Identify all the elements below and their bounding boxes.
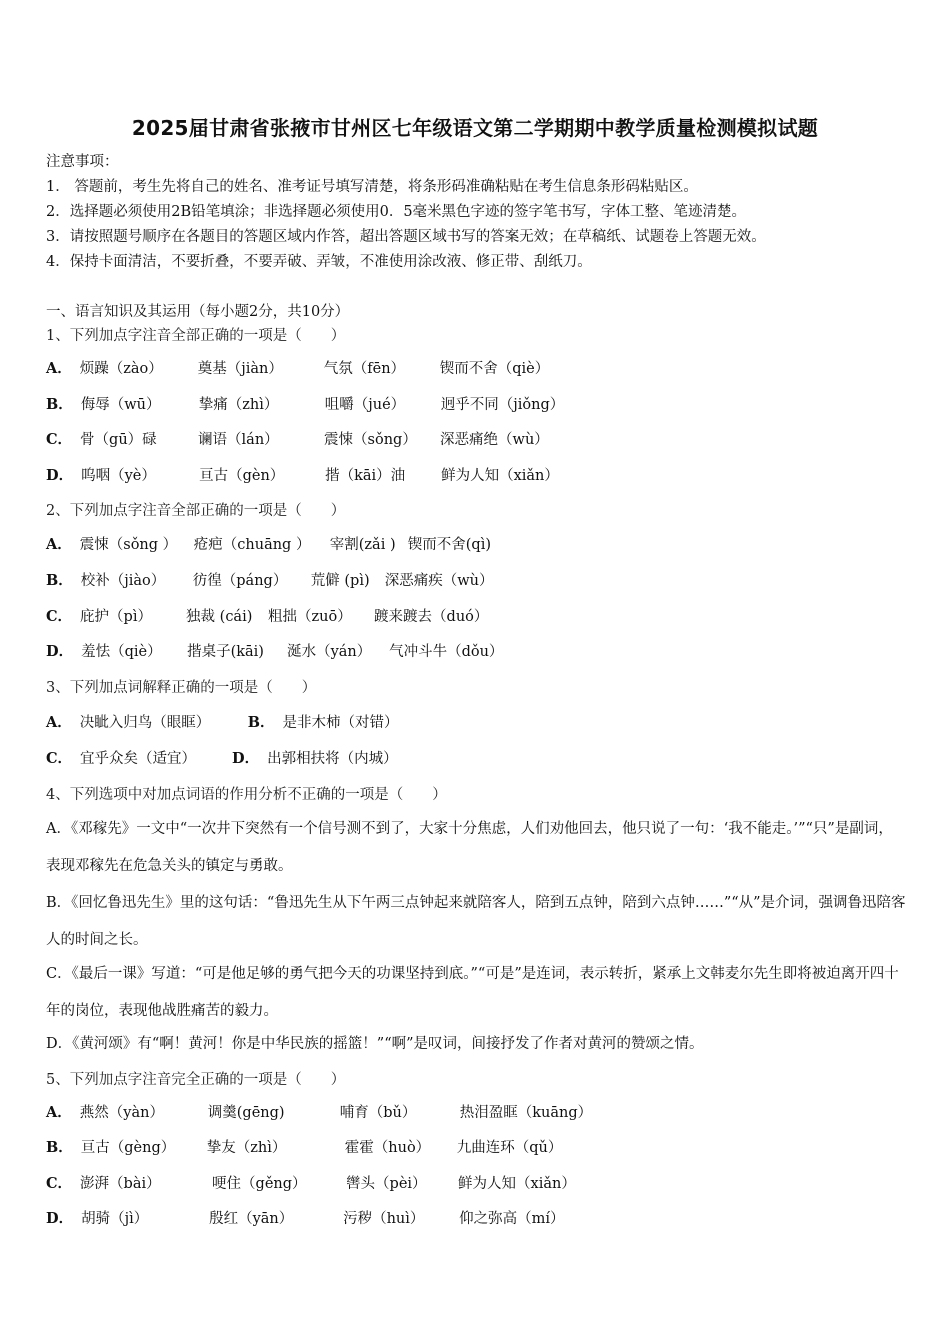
option-term: 谰语（lán） xyxy=(198,432,279,448)
option-term: 燕然（yàn） xyxy=(79,1105,164,1121)
option-term: 九曲连环（qǔ） xyxy=(456,1140,563,1156)
option-term: 揩（kāi）油 xyxy=(325,468,406,484)
option-label: D． xyxy=(232,750,260,767)
option-term: 宜乎众矣（适宜） xyxy=(80,751,197,767)
option-term: 荒僻 (pì) xyxy=(310,573,370,589)
q5-option-d xyxy=(46,1209,564,1229)
question-1-stem: 1、下列加点字注音全部正确的一项是（ ） xyxy=(46,328,346,344)
option-term: 奠基（jiàn） xyxy=(197,361,283,377)
option-label: B． xyxy=(247,714,275,731)
page-title: 2025届甘肃省张掖市甘州区七年级语文第二学期期中教学质量检测模拟试题 xyxy=(131,116,819,140)
option-label: C． xyxy=(46,608,73,625)
option-term: 胡骑（jì） xyxy=(81,1211,149,1227)
option-term: 气冲斗牛（dǒu） xyxy=(389,644,504,660)
option-term: 澎湃（bài） xyxy=(80,1176,161,1192)
option-term: 霍霍（huò） xyxy=(344,1140,431,1156)
option-term: 挚痛（zhì） xyxy=(198,397,279,413)
q2-option-a xyxy=(46,535,491,555)
option-term: 挚友（zhì） xyxy=(206,1140,287,1156)
option-term: 鲜为人知（xiǎn） xyxy=(441,468,559,484)
option-term: 是非木柿（对错） xyxy=(282,715,399,731)
q4-option-d: D．《黄河颂》有“啊！黄河！你是中华民族的摇篮！”“啊”是叹词，间接抒发了作者对黄河的赞颂之情。 xyxy=(46,1036,704,1052)
option-term: 仰之弥高（mí） xyxy=(459,1211,565,1227)
option-label: B． xyxy=(46,396,73,413)
option-term: 涎水（yán） xyxy=(287,644,372,660)
option-term: 锲而不舍（qiè） xyxy=(439,361,550,377)
option-term: 骨（gū）碌 xyxy=(80,432,157,448)
option-label: C． xyxy=(46,1175,73,1192)
option-label: C． xyxy=(46,750,73,767)
q5-option-b xyxy=(46,1138,562,1158)
option-term: 独裁 (cái) xyxy=(186,609,253,625)
option-term: 哺育（bǔ） xyxy=(339,1105,417,1121)
option-term: 彷徨（páng） xyxy=(192,573,288,589)
option-term: 出郭相扶将（内城） xyxy=(267,751,398,767)
option-term: 深恶痛绝（wù） xyxy=(440,432,549,448)
option-term: 哽住（gěng） xyxy=(212,1176,307,1192)
option-term: 烦躁（zào） xyxy=(79,361,163,377)
option-term: 庇护（pì） xyxy=(80,609,152,625)
option-term: 锲而不舍(qì) xyxy=(407,537,491,553)
q5-option-a xyxy=(46,1103,592,1123)
option-label: C． xyxy=(46,431,73,448)
notice-item: 4．保持卡面清洁，不要折叠，不要弄破、弄皱，不准使用涂改液、修正带、刮纸刀。 xyxy=(46,254,592,270)
option-term: 污秽（huì） xyxy=(343,1211,425,1227)
option-term: 宰割(zǎi ) xyxy=(329,537,396,553)
question-2-stem: 2、下列加点字注音全部正确的一项是（ ） xyxy=(46,503,346,519)
q4-option-c: C．《最后一课》写道：“可是他足够的勇气把今天的功课坚持到底。”“可是”是连词，表示转折，紧承上文韩麦尔先生即将被迫离开四十年的岗位，表现他战胜痛苦的毅力。 xyxy=(46,966,899,1019)
q2-option-b xyxy=(46,571,494,591)
option-term: 震悚（sǒng） xyxy=(324,432,417,448)
option-term: 羞怯（qiè） xyxy=(81,644,162,660)
option-term: 震悚（sǒng ） xyxy=(79,537,178,553)
question-3-stem: 3、下列加点词解释正确的一项是（ ） xyxy=(46,680,317,696)
option-term: 迥乎不同（jiǒng） xyxy=(440,397,565,413)
option-label: D． xyxy=(46,467,74,484)
option-term: 热泪盈眶（kuāng） xyxy=(459,1105,593,1121)
option-label: D． xyxy=(46,1210,74,1227)
option-term: 侮辱（wū） xyxy=(80,397,161,413)
option-term: 揩桌子(kāi) xyxy=(187,644,264,660)
option-term: 咀嚼（jué） xyxy=(324,397,406,413)
q3-options-cd xyxy=(46,749,398,769)
option-term: 亘古（gèng） xyxy=(80,1140,176,1156)
q1-option-b xyxy=(46,395,564,415)
q2-option-c xyxy=(46,607,488,627)
option-term: 鲜为人知（xiǎn） xyxy=(458,1176,576,1192)
notice-item: 3．请按照题号顺序在各题目的答题区域内作答，超出答题区域书写的答案无效；在草稿纸、试题卷上答题无效。 xyxy=(46,229,766,245)
option-label: B． xyxy=(46,572,73,589)
notice-item: 1． 答题前，考生先将自己的姓名、准考证号填写清楚，将条形码准确粘贴在考生信息条形码粘贴区。 xyxy=(46,179,698,195)
option-term: 深恶痛疾（wù） xyxy=(384,573,494,589)
q1-option-c xyxy=(46,430,549,450)
q1-option-a xyxy=(46,359,549,379)
option-term: 粗拙（zuō） xyxy=(268,609,352,625)
option-label: D． xyxy=(46,643,74,660)
q1-option-d xyxy=(46,466,559,486)
option-label: A． xyxy=(46,360,72,377)
notice-item: 2．选择题必须使用2B铅笔填涂；非选择题必须使用0．5毫米黑色字迹的签字笔书写，字体工整、笔迹清楚。 xyxy=(46,204,747,220)
q4-option-b: B．《回忆鲁迅先生》里的这句话：“鲁迅先生从下午两三点钟起来就陪客人，陪到五点钟，陪到六点钟……”“从”是介词，强调鲁迅陪客人的时间之长。 xyxy=(46,895,906,948)
option-term: 决眦入归鸟（眼眶） xyxy=(79,715,211,731)
option-label: A． xyxy=(46,714,72,731)
option-term: 亘古（gèn） xyxy=(199,468,285,484)
notice-heading: 注意事项： xyxy=(46,154,119,170)
option-term: 殷红（yān） xyxy=(209,1211,294,1227)
option-term: 气氛（fēn） xyxy=(323,361,406,377)
option-term: 辔头（pèi） xyxy=(346,1176,427,1192)
option-term: 疮疤（chuāng ） xyxy=(193,537,311,553)
option-term: 踱来踱去（duó） xyxy=(374,609,489,625)
q2-option-d xyxy=(46,642,503,662)
question-4-stem: 4、下列选项中对加点词语的作用分析不正确的一项是（ ） xyxy=(46,787,447,803)
q3-options-ab xyxy=(46,713,399,733)
option-label: A． xyxy=(46,536,72,553)
question-5-stem: 5、下列加点字注音完全正确的一项是（ ） xyxy=(46,1072,346,1088)
option-term: 调羹(gēng) xyxy=(207,1105,285,1121)
option-label: A． xyxy=(46,1104,72,1121)
q5-option-c xyxy=(46,1174,576,1194)
q4-option-a: A．《邓稼先》一文中“一次井下突然有一个信号测不到了，大家十分焦虑，人们劝他回去，他只说了一句：‘我不能走。’”“只”是副词，表现邓稼先在危急关头的镇定与勇敢。 xyxy=(46,821,893,874)
option-term: 呜咽（yè） xyxy=(81,468,156,484)
section-heading: 一、语言知识及其运用（每小题2分，共10分） xyxy=(46,304,350,320)
option-label: B． xyxy=(46,1139,73,1156)
option-term: 校补（jiào） xyxy=(80,573,166,589)
